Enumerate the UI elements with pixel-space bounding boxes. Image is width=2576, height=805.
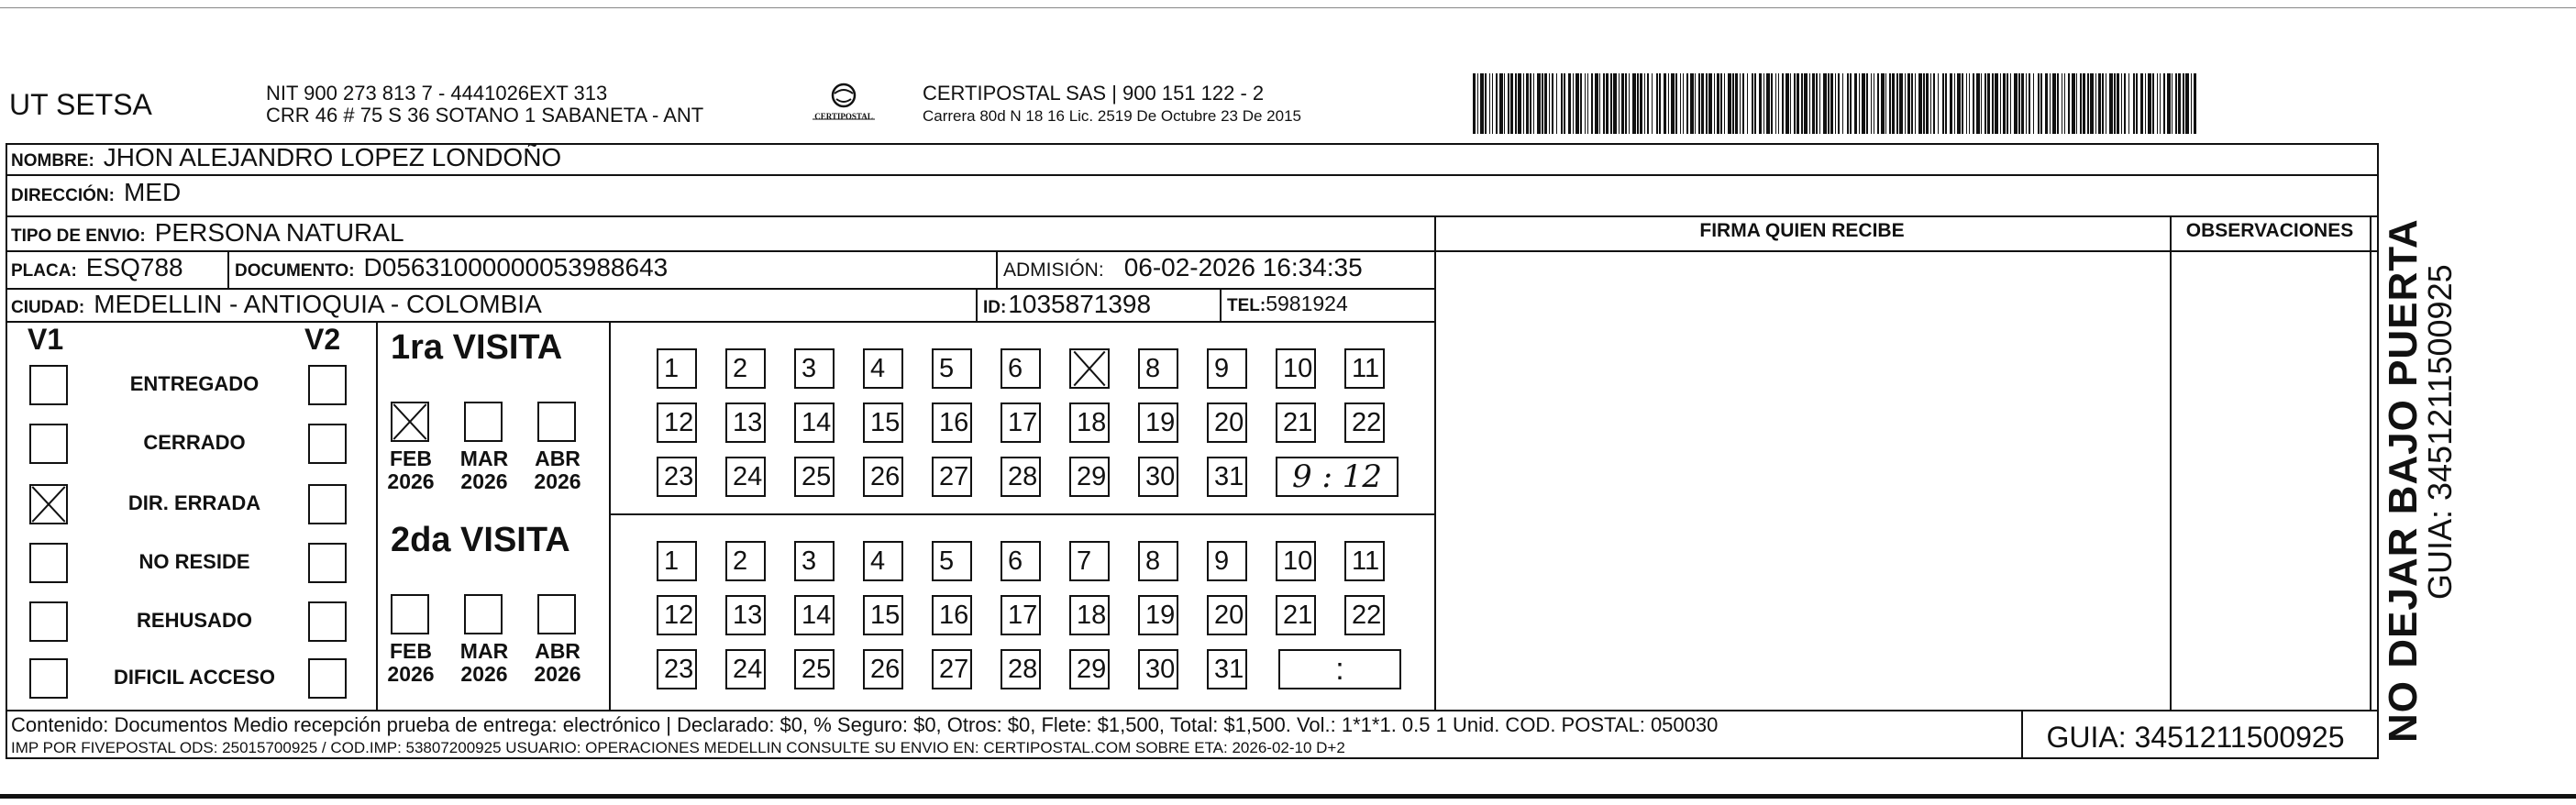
day-box[interactable] — [1207, 457, 1247, 497]
day-number: 24 — [733, 654, 763, 684]
day-number: 31 — [1214, 654, 1244, 684]
day-box[interactable] — [1276, 348, 1316, 389]
day-box[interactable] — [657, 402, 697, 443]
month-name: MAR — [459, 639, 509, 663]
documento-field — [235, 253, 668, 282]
day-number: 21 — [1283, 600, 1313, 630]
day-number: 11 — [1352, 546, 1380, 576]
day-box[interactable] — [657, 457, 697, 497]
day-box[interactable] — [725, 348, 766, 389]
month-checkbox[interactable] — [537, 594, 576, 634]
ciudad-label: CIUDAD: — [11, 298, 85, 317]
day-box[interactable] — [725, 649, 766, 689]
status-label: DIFICIL ACCESO — [113, 666, 275, 689]
day-number: 22 — [1352, 600, 1382, 630]
tel-label: TEL: — [1227, 296, 1266, 315]
day-box[interactable] — [1344, 541, 1385, 581]
v2-checkbox[interactable] — [308, 365, 347, 405]
time-value: : — [1335, 651, 1344, 687]
v2-checkbox[interactable] — [308, 658, 347, 699]
day-number: 5 — [939, 353, 955, 383]
placa-value: ESQ788 — [85, 253, 183, 281]
day-box[interactable] — [1001, 649, 1041, 689]
day-number: 13 — [733, 600, 763, 630]
v2-checkbox[interactable] — [308, 601, 347, 642]
tipo-label: TIPO DE ENVIO: — [11, 226, 146, 246]
row-line — [609, 513, 1436, 515]
ciudad-field — [11, 290, 542, 319]
nombre-label: NOMBRE: — [11, 151, 94, 171]
v1-checkbox[interactable] — [29, 365, 68, 405]
no-dejar-bajo-puerta: NO DEJAR BAJO PUERTA — [2381, 218, 2426, 743]
day-number: 17 — [1008, 600, 1038, 630]
day-box[interactable] — [794, 649, 835, 689]
day-number: 25 — [802, 461, 832, 491]
month-name: FEB — [390, 639, 432, 663]
col-line — [2370, 215, 2371, 710]
v1-checkbox[interactable] — [29, 658, 68, 699]
status-label: REHUSADO — [137, 609, 252, 632]
day-box[interactable] — [863, 402, 903, 443]
month-label — [528, 447, 587, 493]
day-number: 4 — [870, 353, 886, 383]
day-box[interactable] — [1344, 402, 1385, 443]
day-number: 2 — [733, 546, 748, 576]
day-box[interactable] — [1138, 348, 1178, 389]
observaciones-header: OBSERVACIONES — [2185, 220, 2354, 241]
day-number: 30 — [1145, 461, 1176, 491]
day-number: 19 — [1145, 600, 1176, 630]
month-label — [455, 640, 514, 686]
day-number: 10 — [1283, 353, 1313, 383]
tel-value: 5981924 — [1266, 292, 1348, 315]
day-number: 13 — [733, 407, 763, 437]
day-box[interactable] — [1069, 457, 1110, 497]
day-number: 4 — [870, 546, 886, 576]
month-checkbox[interactable] — [537, 402, 576, 442]
contenido-text: Contenido: Documentos Medio recepción prueba de entrega: electrónico | Declarado: $0, % Seguro: $0, Otros: $0, Flete: $1,500, Total: $1,500. Vol.: 1*1*1. 0.5 1 Unid. COD. POSTAL: 050030 — [11, 713, 1719, 736]
col-line — [227, 250, 229, 288]
day-box[interactable] — [863, 649, 903, 689]
day-box[interactable] — [863, 457, 903, 497]
certipostal-logo — [807, 79, 880, 130]
id-field — [983, 290, 1151, 319]
day-box[interactable] — [1001, 348, 1041, 389]
day-box[interactable] — [1207, 541, 1247, 581]
month-year: 2026 — [387, 662, 435, 686]
v2-checkbox[interactable] — [308, 543, 347, 583]
scan-edge-bottom — [0, 794, 2576, 799]
day-box[interactable] — [794, 595, 835, 635]
day-number: 10 — [1283, 546, 1313, 576]
day-box[interactable] — [1001, 595, 1041, 635]
day-number: 28 — [1008, 654, 1038, 684]
month-checkbox[interactable] — [464, 594, 503, 634]
day-number: 9 — [1214, 546, 1230, 576]
month-name: ABR — [535, 447, 580, 470]
col-line — [1220, 288, 1222, 321]
day-box[interactable] — [1069, 541, 1110, 581]
tipo-row — [11, 218, 404, 248]
day-number: 18 — [1077, 600, 1107, 630]
row-line — [6, 250, 2379, 252]
day-number: 28 — [1008, 461, 1038, 491]
day-box[interactable] — [1344, 348, 1385, 389]
day-number: 31 — [1214, 461, 1244, 491]
direccion-row — [11, 178, 181, 207]
month-year: 2026 — [460, 469, 508, 493]
v2-checkbox[interactable] — [308, 484, 347, 524]
day-box[interactable] — [1069, 402, 1110, 443]
visit-title: 1ra VISITA — [391, 328, 563, 367]
day-box[interactable] — [1207, 348, 1247, 389]
day-box[interactable] — [1138, 649, 1178, 689]
tel-field — [1227, 292, 1348, 316]
day-number: 20 — [1214, 600, 1244, 630]
day-number: 7 — [1077, 546, 1092, 576]
v2-checkbox[interactable] — [308, 424, 347, 464]
day-box[interactable] — [1069, 595, 1110, 635]
day-number: 29 — [1077, 461, 1107, 491]
side-guia: GUIA: 3451211500925 — [2421, 264, 2459, 600]
day-box[interactable] — [794, 402, 835, 443]
day-number: 16 — [939, 600, 969, 630]
v1-checkbox[interactable] — [29, 484, 68, 524]
direccion-label: DIRECCIÓN: — [11, 186, 115, 205]
col-line — [976, 288, 978, 321]
company-name: UT SETSA — [9, 88, 152, 121]
day-box[interactable] — [657, 541, 697, 581]
day-box[interactable] — [794, 348, 835, 389]
day-number: 14 — [802, 407, 832, 437]
day-box[interactable] — [1276, 541, 1316, 581]
address-line: CRR 46 # 75 S 36 SOTANO 1 SABANETA - ANT — [266, 104, 704, 127]
documento-label: DOCUMENTO: — [235, 261, 355, 281]
month-year: 2026 — [534, 662, 581, 686]
visit-title: 2da VISITA — [391, 521, 570, 559]
day-box[interactable] — [1001, 402, 1041, 443]
firma-header: FIRMA QUIEN RECIBE — [1699, 220, 1905, 241]
admision-field — [1003, 253, 1363, 282]
day-box[interactable] — [932, 457, 972, 497]
month-checkbox[interactable] — [391, 594, 429, 634]
day-number: 3 — [802, 353, 817, 383]
v2-header: V2 — [304, 323, 341, 356]
row-line — [6, 174, 2379, 176]
day-number: 23 — [664, 654, 694, 684]
day-number: 8 — [1145, 546, 1161, 576]
nit-line: NIT 900 273 813 7 - 4441026EXT 313 — [266, 82, 608, 105]
day-box[interactable] — [725, 595, 766, 635]
month-name: MAR — [459, 447, 509, 470]
day-number: 26 — [870, 654, 901, 684]
day-box[interactable] — [1276, 595, 1316, 635]
day-number: 27 — [939, 654, 969, 684]
tipo-value: PERSONA NATURAL — [154, 218, 404, 247]
day-number: 14 — [802, 600, 832, 630]
day-box[interactable] — [725, 402, 766, 443]
id-label: ID: — [983, 298, 1007, 317]
guia-footer: GUIA: 3451211500925 — [2046, 721, 2345, 754]
v1-header: V1 — [28, 323, 64, 356]
month-year: 2026 — [460, 662, 508, 686]
v1-checkbox[interactable] — [29, 424, 68, 464]
day-number: 24 — [733, 461, 763, 491]
day-number: 12 — [664, 407, 694, 437]
day-box[interactable] — [725, 541, 766, 581]
day-box[interactable] — [1001, 457, 1041, 497]
day-box[interactable] — [1207, 649, 1247, 689]
barcode-bar — [2196, 73, 2197, 134]
logo-text: CERTIPOSTAL — [814, 112, 873, 121]
day-box[interactable] — [863, 595, 903, 635]
day-box[interactable] — [794, 541, 835, 581]
day-number: 15 — [870, 407, 901, 437]
nombre-value: JHON ALEJANDRO LOPEZ LONDOÑO — [103, 143, 562, 171]
admision-label: ADMISIÓN: — [1003, 259, 1104, 281]
status-label: NO RESIDE — [138, 550, 250, 573]
id-value: 1035871398 — [1008, 290, 1152, 318]
day-number: 30 — [1145, 654, 1176, 684]
placa-field — [11, 253, 183, 282]
col-line — [376, 321, 378, 710]
day-number: 5 — [939, 546, 955, 576]
day-box[interactable] — [1276, 402, 1316, 443]
documento-value: D05631000000053988643 — [363, 253, 669, 281]
day-box[interactable] — [932, 541, 972, 581]
day-number: 26 — [870, 461, 901, 491]
imp-text: IMP POR FIVEPOSTAL ODS: 25015700925 / COD.IMP: 53807200925 USUARIO: OPERACIONES MEDELLIN CONSULTE SU ENVIO EN: CERTIPOSTAL.COM SOBRE ETA: 2026-02-10 D+2 — [11, 739, 1345, 756]
v1-checkbox[interactable] — [29, 543, 68, 583]
col-line — [996, 250, 998, 288]
certipostal-logo-icon — [807, 79, 880, 130]
carrier-line: CERTIPOSTAL SAS | 900 151 122 - 2 — [923, 82, 1265, 105]
day-box[interactable] — [1138, 402, 1178, 443]
month-checkbox[interactable] — [464, 402, 503, 442]
month-name: ABR — [535, 639, 580, 663]
day-box[interactable] — [932, 402, 972, 443]
status-label: CERRADO — [143, 431, 246, 454]
day-box[interactable] — [1069, 649, 1110, 689]
day-number: 1 — [664, 353, 680, 383]
day-box[interactable] — [1138, 457, 1178, 497]
time-box[interactable] — [1276, 457, 1399, 497]
nombre-row — [11, 143, 561, 172]
month-label — [528, 640, 587, 686]
day-box[interactable] — [794, 457, 835, 497]
license-line: Carrera 80d N 18 16 Lic. 2519 De Octubre 23 De 2015 — [923, 107, 1301, 125]
day-number: 6 — [1008, 546, 1023, 576]
day-number: 8 — [1145, 353, 1161, 383]
day-number: 19 — [1145, 407, 1176, 437]
day-box[interactable] — [657, 348, 697, 389]
day-number: 18 — [1077, 407, 1107, 437]
row-line — [6, 321, 1436, 323]
col-line — [2170, 215, 2172, 710]
day-number: 2 — [733, 353, 748, 383]
day-number: 22 — [1352, 407, 1382, 437]
day-number: 11 — [1352, 353, 1380, 383]
day-box[interactable] — [1138, 595, 1178, 635]
day-number: 17 — [1008, 407, 1038, 437]
day-number: 9 — [1214, 353, 1230, 383]
day-number: 1 — [664, 546, 680, 576]
scan-edge-top — [0, 7, 2576, 8]
day-number: 16 — [939, 407, 969, 437]
month-label — [381, 640, 440, 686]
month-checkbox[interactable] — [391, 402, 429, 442]
day-box[interactable] — [932, 649, 972, 689]
day-box[interactable] — [1207, 402, 1247, 443]
month-label — [381, 447, 440, 493]
time-box[interactable] — [1278, 649, 1401, 689]
day-number: 21 — [1283, 407, 1313, 437]
day-box[interactable] — [725, 457, 766, 497]
day-number: 29 — [1077, 654, 1107, 684]
day-box[interactable] — [1069, 348, 1110, 389]
day-number: 15 — [870, 600, 901, 630]
status-label: DIR. ERRADA — [127, 491, 261, 514]
day-box[interactable] — [1344, 595, 1385, 635]
day-box[interactable] — [1001, 541, 1041, 581]
day-number: 23 — [664, 461, 694, 491]
day-box[interactable] — [932, 348, 972, 389]
day-box[interactable] — [1138, 541, 1178, 581]
placa-label: PLACA: — [11, 261, 77, 281]
month-label — [455, 447, 514, 493]
row-line — [6, 215, 2379, 217]
col-line — [1434, 215, 1436, 710]
month-year: 2026 — [534, 469, 581, 493]
v1-checkbox[interactable] — [29, 601, 68, 642]
day-number: 3 — [802, 546, 817, 576]
col-line — [609, 321, 611, 710]
day-number: 12 — [664, 600, 694, 630]
day-box[interactable] — [1207, 595, 1247, 635]
day-number: 27 — [939, 461, 969, 491]
day-box[interactable] — [863, 541, 903, 581]
month-name: FEB — [390, 447, 432, 470]
day-box[interactable] — [657, 595, 697, 635]
day-box[interactable] — [863, 348, 903, 389]
day-number: 20 — [1214, 407, 1244, 437]
month-year: 2026 — [387, 469, 435, 493]
day-number: 6 — [1008, 353, 1023, 383]
admision-value: 06-02-2026 16:34:35 — [1123, 253, 1363, 281]
day-number: 25 — [802, 654, 832, 684]
time-value: 9 : 12 — [1292, 458, 1382, 495]
day-box[interactable] — [657, 649, 697, 689]
status-label: ENTREGADO — [129, 372, 260, 395]
day-box[interactable] — [932, 595, 972, 635]
direccion-value: MED — [123, 178, 182, 206]
barcode — [1473, 73, 2197, 134]
ciudad-value: MEDELLIN - ANTIOQUIA - COLOMBIA — [94, 290, 542, 318]
